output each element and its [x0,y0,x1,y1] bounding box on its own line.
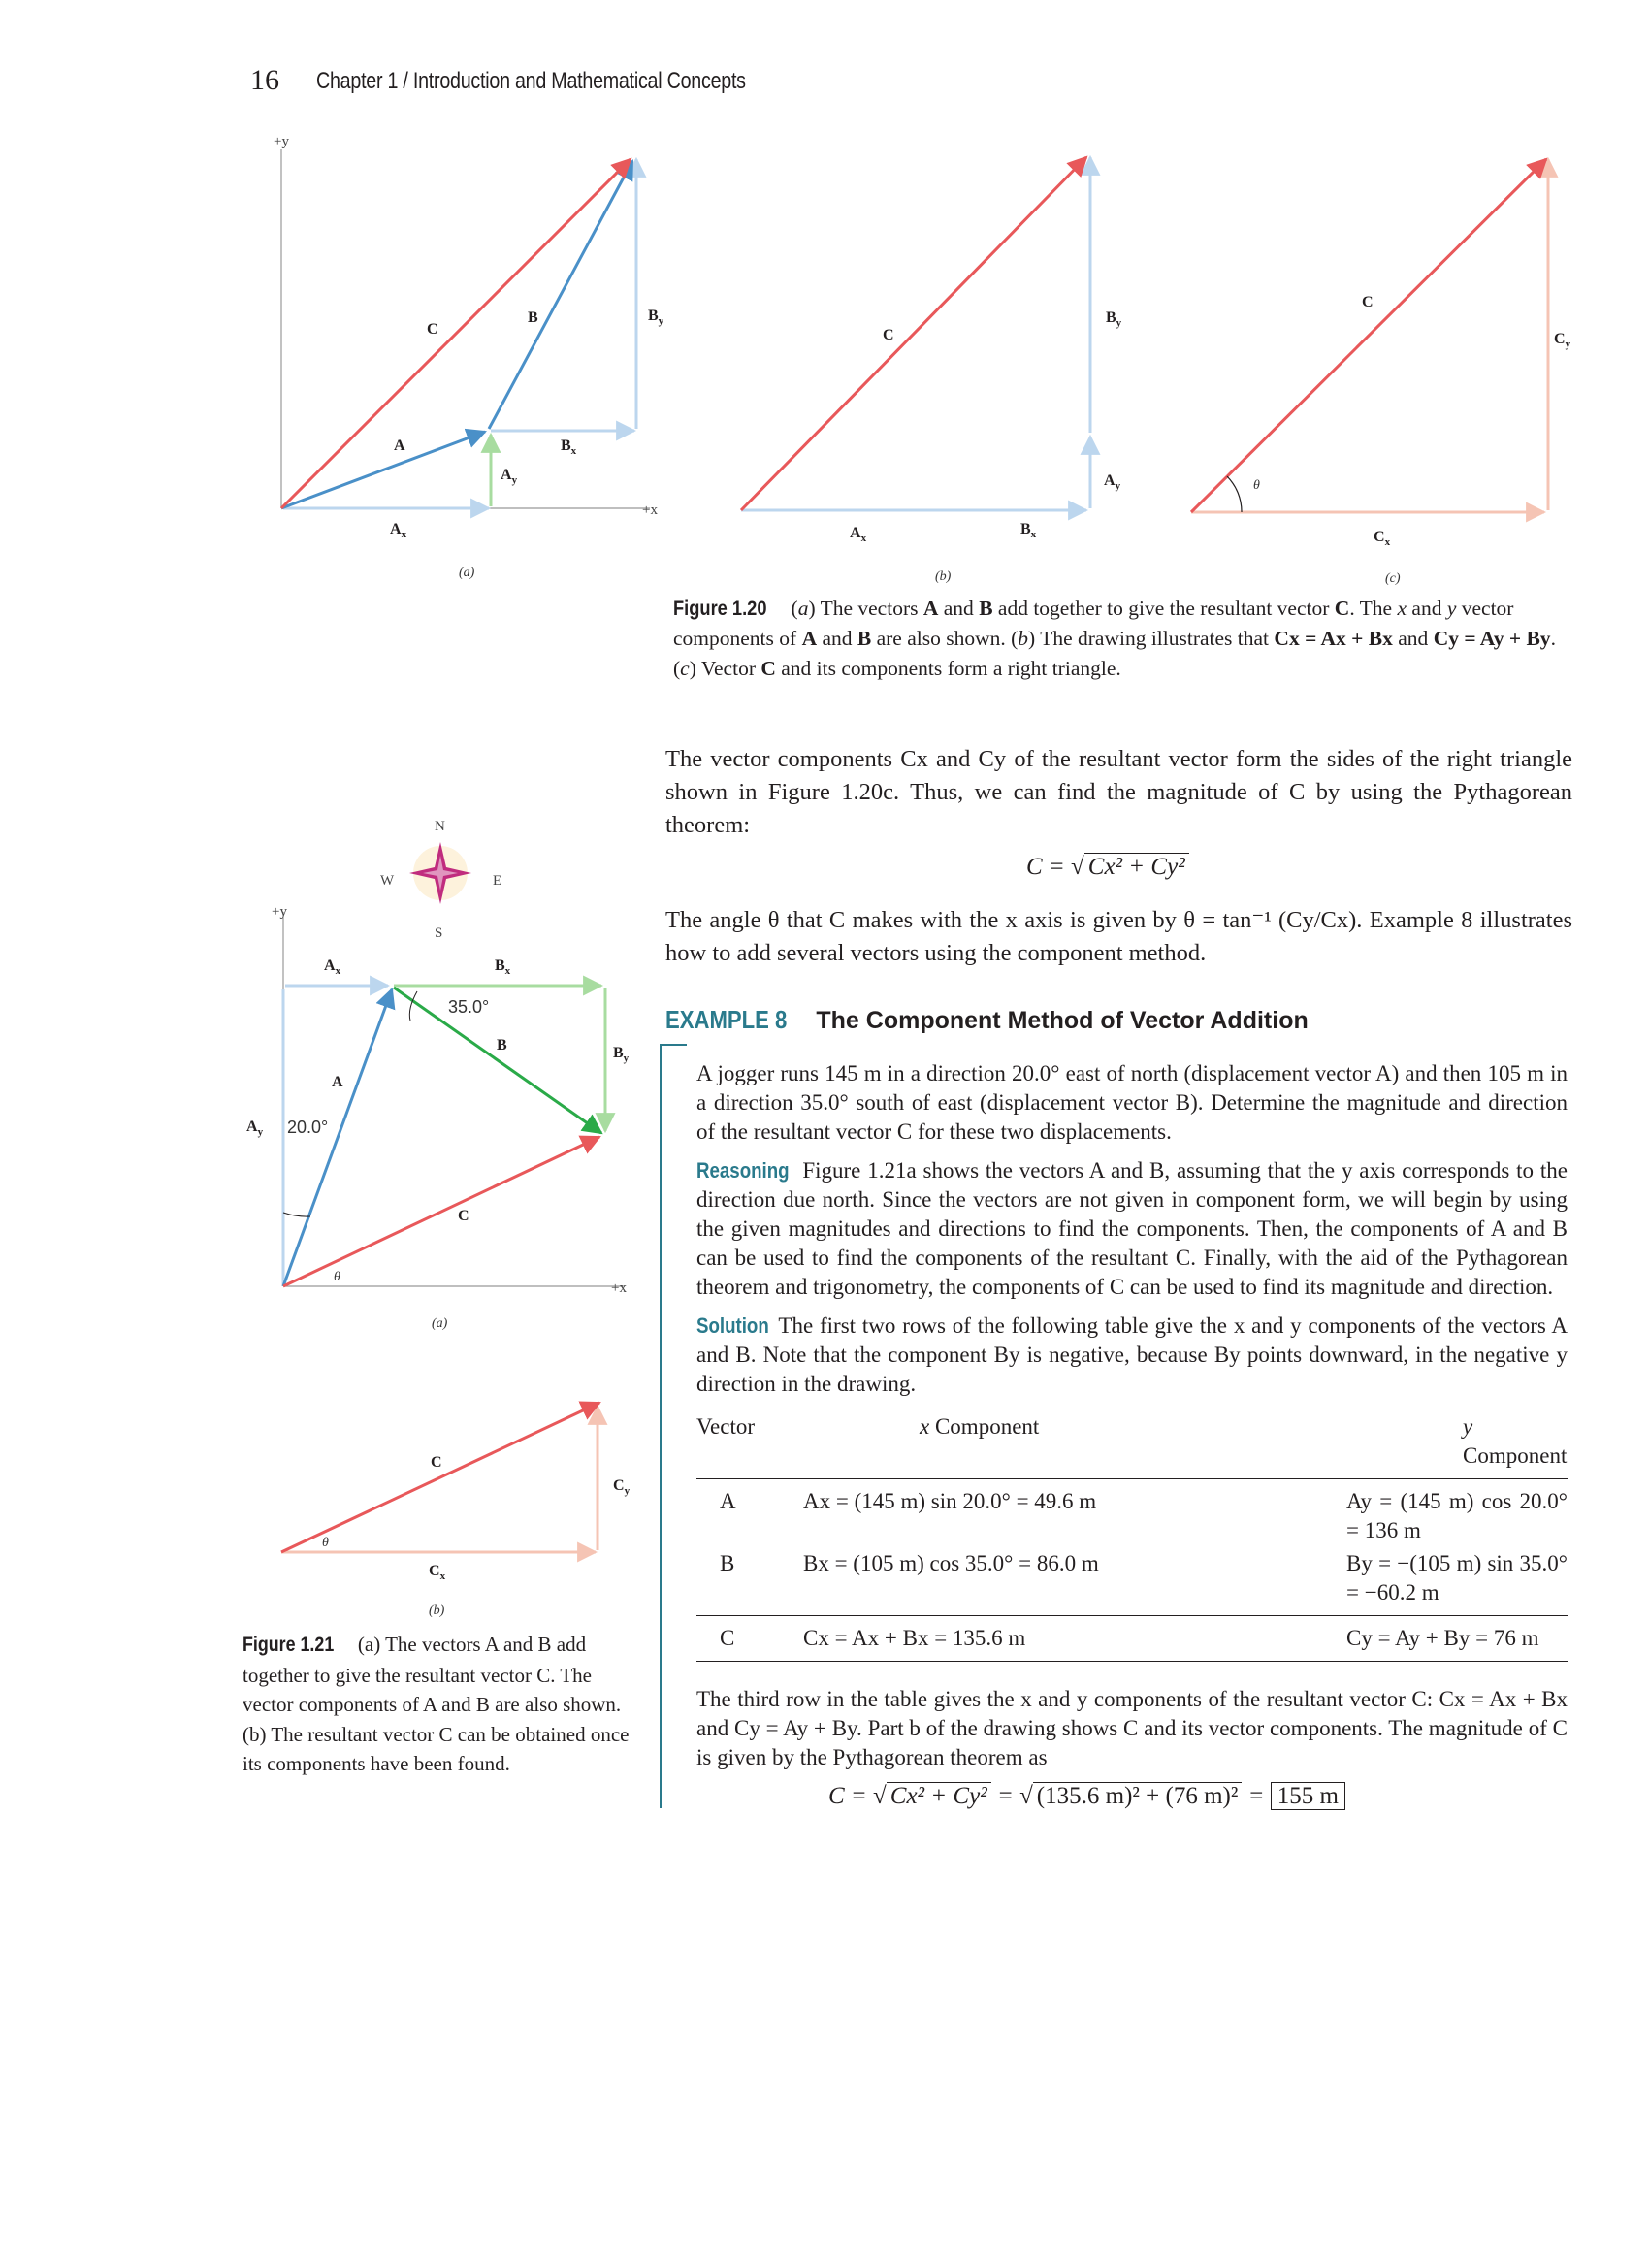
pythagorean-equation: C = √ Cx² + Cy² [1026,854,1189,881]
label-bx: $B_x$ [561,437,577,457]
figure-1-21 [233,805,650,1620]
table-cell: Ax = (145 m) sin 20.0° = 49.6 m [803,1489,1097,1513]
vector-c [281,159,630,508]
vector-a [281,432,485,508]
example-reasoning: Reasoning Figure 1.21a shows the vectors A and B, assuming that the y axis corresponds to the direction due north. Since the vectors are not given in component form, we will begin by using the given magnitudes and directions to find the components. Then, the components of A and B can be used to find the components of the resultant C. Finally, with the aid of the Pythagorean theorem and trigonometry, the components of C can be used to find its magnitude and direction. [696,1158,1568,1299]
label-by: $B_y$ [648,308,664,327]
label-cx: $C_x$ [429,1563,446,1582]
label-angle-35: 35.0° [448,997,490,1017]
label-ax: $A_x$ [324,957,341,977]
subfigure-tag-b: (b) [935,569,952,584]
figure-1-20 [233,126,1610,592]
table-cell: Cx = Ax + Bx = 135.6 m [803,1626,1026,1650]
compass-e: E [493,873,502,889]
table-header: Vector [696,1414,756,1439]
paragraph-2: The angle θ that C makes with the x axis is given by θ = tan⁻¹ (Cy/Cx). Example 8 illustrates how to add several vectors using the component method. [665,907,1572,966]
reasoning-label: Reasoning [696,1158,790,1183]
figure-1-20-caption: Figure 1.20 (a) The vectors A and B add together to give the resultant vector C. The x and y vector components of A and B are also shown. (b) The drawing illustrates that Cx = Ax + Bx and Cy = Ay + By. (c) Vector C and its components form a right triangle. [673,597,1556,680]
label-by: $B_y$ [613,1045,630,1064]
subfigure-tag-a: (a) [459,566,475,580]
label-ay: $A_y$ [501,467,518,486]
example-problem: A jogger runs 145 m in a direction 20.0° east of north (displacement vector A) and then 105 m in a direction 35.0° south of east (displacement vector B). Determine the magnitude and direction of the resultant vector C for these two displacements. [696,1061,1568,1144]
table-cell: By = −(105 m) sin 35.0° = −60.2 m [1346,1551,1568,1604]
figure-1-20c [1191,159,1571,586]
label-by: $B_y$ [1106,309,1122,329]
example-title: The Component Method of Vector Addition [816,1007,1309,1034]
compass-w: W [380,873,395,889]
label-c: C [427,321,438,338]
label-c: C [458,1208,469,1224]
subfigure-tag-a: (a) [432,1316,448,1331]
example-label: EXAMPLE 8 [665,1005,788,1034]
figure-1-20a [274,134,664,580]
label-b: B [497,1037,507,1053]
plus-x-label: +x [611,1280,627,1296]
label-bx: $B_x$ [495,957,511,977]
plus-y-label: +y [272,904,287,920]
solution-label: Solution [696,1313,769,1338]
running-header: Chapter 1 / Introduction and Mathematical Concepts [316,68,746,94]
plus-y-label: +y [274,134,289,149]
label-ax: $A_x$ [390,521,407,540]
label-bx: $B_x$ [1020,521,1037,540]
label-cy: $C_y$ [613,1477,630,1497]
vector-b [489,161,632,429]
compass-rose [380,819,501,941]
table-row [696,1547,1568,1616]
subfigure-tag-c: (c) [1385,571,1401,586]
figure-1-21a [246,904,630,1331]
label-c: C [883,327,894,343]
table-cell: Bx = (105 m) cos 35.0° = 86.0 m [803,1551,1099,1575]
figure-1-21b [281,1403,630,1618]
component-table [696,1410,1568,1662]
vector-c [741,157,1086,510]
label-cy: $C_y$ [1554,331,1571,350]
table-header-row [696,1410,1568,1479]
figure-1-20b [741,157,1122,584]
label-c: C [1362,294,1374,310]
compass-s: S [435,925,443,941]
label-a: A [394,437,405,454]
label-ay: $A_y$ [1104,472,1121,492]
table-header: y Component [1463,1414,1568,1468]
paragraph-1: The vector components Cx and Cy of the resultant vector form the sides of the right triangle shown in Figure 1.20c. Thus, we can find the magnitude of C by using the Pythagorean theorem: [665,746,1572,838]
table-cell: Cy = Ay + By = 76 m [1346,1626,1539,1650]
example-header [665,1005,1597,1035]
label-theta: θ [334,1270,340,1284]
angle-20-arc [283,1213,310,1216]
example-after-table: The third row in the table gives the x and y components of the resultant vector C: Cx = Ax + Bx and Cy = Ay + By. Part b of the drawing shows C and its vector components. The magnitude of C is given by the Pythagorean theorem as [696,1687,1568,1769]
table-cell: B [720,1551,735,1575]
label-angle-20: 20.0° [287,1118,329,1137]
table-cell: Ay = (145 m) cos 20.0° = 136 m [1346,1489,1568,1542]
table-cell: A [720,1489,736,1513]
label-a: A [332,1074,343,1090]
label-theta: θ [1253,478,1260,493]
vector-c [281,1403,599,1552]
table-row [696,1479,1568,1548]
figure-1-21-caption: Figure 1.21 (a) The vectors A and B add together to give the resultant vector C. The vector components of A and B are also shown. (b) The resultant vector C can be obtained once its components have been found. [242,1633,630,1775]
compass-n: N [435,819,445,834]
angle-35-arc [409,991,417,1021]
label-b: B [528,309,538,326]
label-c: C [431,1454,442,1471]
label-theta: θ [322,1536,329,1550]
answer-box: 155 m [1271,1782,1345,1810]
example-solution: Solution The first two rows of the following table give the x and y components of the vectors A and B. Note that the component By is negative, because By points downward, in the negative y direction in the drawing. [696,1313,1568,1396]
plus-x-label: +x [642,502,658,518]
label-ay: $A_y$ [246,1118,264,1138]
final-equation: C = √ Cx² + Cy² = √ (135.6 m)² + (76 m)² = 155 m [696,1782,1568,1811]
table-row [696,1616,1568,1662]
example-body [696,1059,1568,1811]
label-ax: $A_x$ [850,525,867,544]
label-cx: $C_x$ [1374,529,1391,548]
vector-b [394,988,601,1133]
subfigure-tag-b: (b) [429,1604,445,1618]
table-cell: C [720,1626,735,1650]
example-bracket [660,1044,687,1808]
page-number: 16 [250,64,279,96]
theta-arc [1227,476,1242,512]
table-header: x Component [920,1414,1040,1439]
vector-c [1191,159,1546,512]
